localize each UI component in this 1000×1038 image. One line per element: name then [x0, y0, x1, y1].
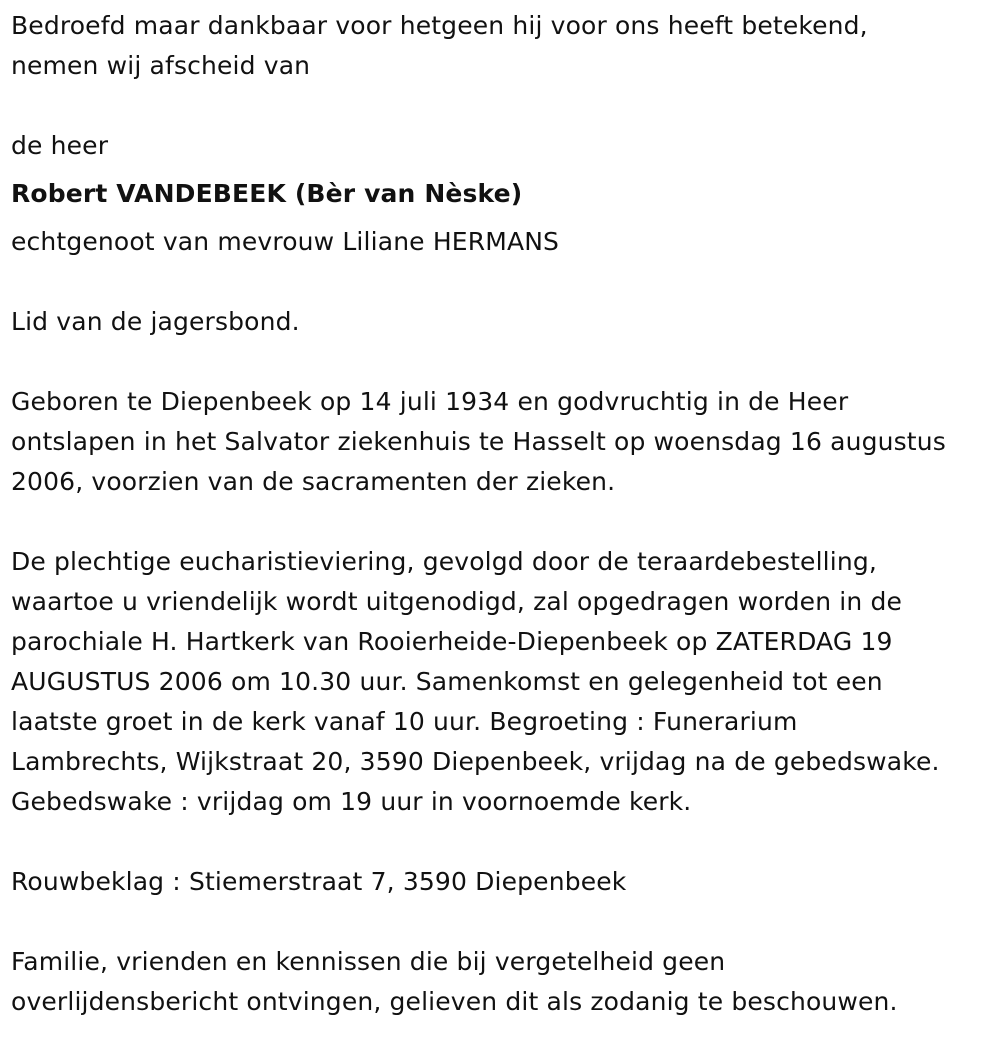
birth-death-line-3: 2006, voorzien van de sacramenten der zieken. [11, 467, 616, 496]
ceremony-line-5: laatste groet in de kerk vanaf 10 uur. Begroeting : Funerarium [11, 707, 798, 736]
birth-death-line-1: Geboren te Diepenbeek op 14 juli 1934 en godvruchtig in de Heer [11, 387, 849, 416]
salutation: de heer [11, 131, 109, 160]
ceremony-line-3: parochiale H. Hartkerk van Rooierheide-Diepenbeek op ZATERDAG 19 [11, 627, 893, 656]
ceremony-line-4: AUGUSTUS 2006 om 10.30 uur. Samenkomst en gelegenheid tot een [11, 667, 883, 696]
intro-line-1: Bedroefd maar dankbaar voor hetgeen hij voor ons heeft betekend, [11, 11, 868, 40]
closing-line-1: Familie, vrienden en kennissen die bij vergetelheid geen [11, 947, 726, 976]
intro-line-2: nemen wij afscheid van [11, 51, 311, 80]
deceased-name: Robert VANDEBEEK (Bèr van Nèske) [11, 179, 523, 208]
birth-death-line-2: ontslapen in het Salvator ziekenhuis te Hasselt op woensdag 16 augustus [11, 427, 946, 456]
ceremony-line-7: Gebedswake : vrijdag om 19 uur in voornoemde kerk. [11, 787, 692, 816]
membership-line: Lid van de jagersbond. [11, 307, 300, 336]
closing-line-2: overlijdensbericht ontvingen, gelieven dit als zodanig te beschouwen. [11, 987, 898, 1016]
condolence-address: Rouwbeklag : Stiemerstraat 7, 3590 Diepenbeek [11, 867, 627, 896]
spouse-line: echtgenoot van mevrouw Liliane HERMANS [11, 227, 560, 256]
ceremony-line-2: waartoe u vriendelijk wordt uitgenodigd, zal opgedragen worden in de [11, 587, 903, 616]
ceremony-line-1: De plechtige eucharistieviering, gevolgd door de teraardebestelling, [11, 547, 877, 576]
ceremony-line-6: Lambrechts, Wijkstraat 20, 3590 Diepenbeek, vrijdag na de gebedswake. [11, 747, 940, 776]
